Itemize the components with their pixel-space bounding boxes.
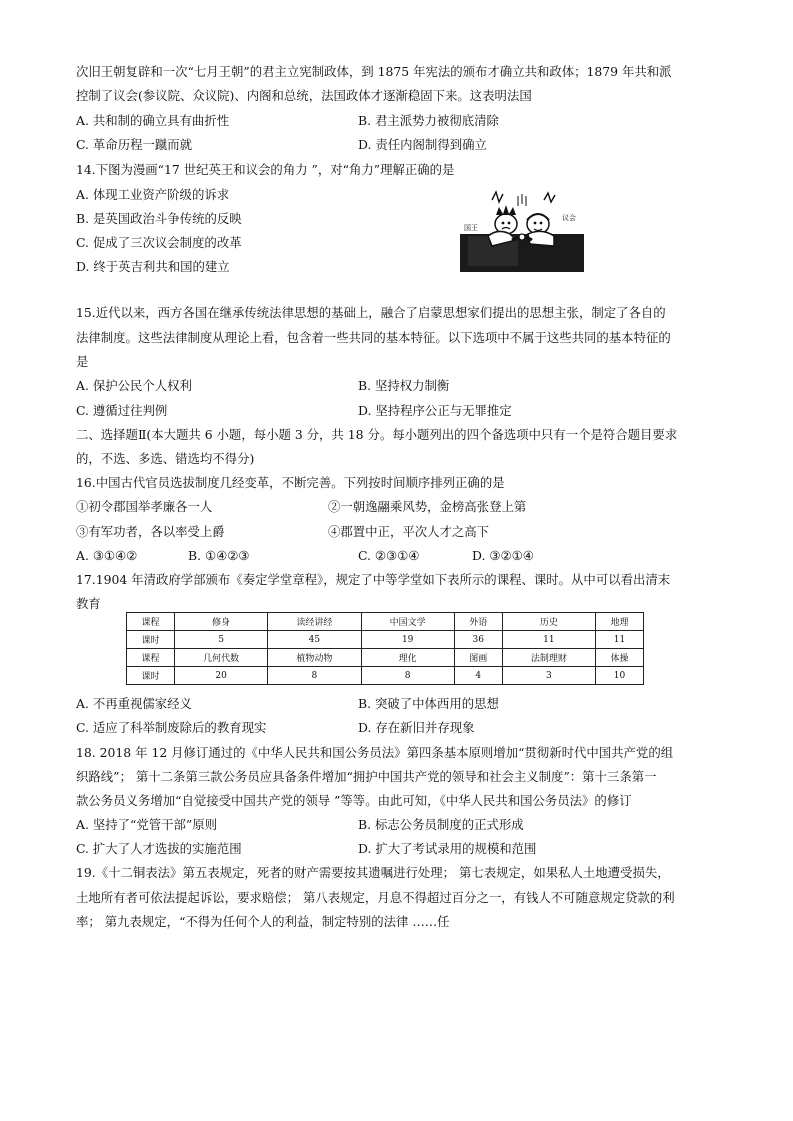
- table-cell: 课程: [127, 613, 175, 631]
- table-row: [127, 667, 644, 685]
- q18-line-1: 18. 2018 年 12 月修订通过的《中华人民共和国公务员法》第四条基本原则增加“贯彻新时代中国共产党的组: [76, 745, 674, 760]
- q14-option-a: A. 体现工业资产阶级的诉求: [76, 187, 230, 202]
- q18-option-a: A. 坚持了“党管干部”原则: [76, 817, 218, 832]
- table-cell: 修身: [174, 613, 267, 631]
- table-cell: 课程: [127, 649, 175, 667]
- table-cell: 36: [454, 631, 502, 649]
- cartoon-label-king: 国王: [464, 225, 478, 232]
- q15-option-b: B. 坚持权力制衡: [358, 378, 450, 393]
- q17-option-c: C. 适应了科举制废除后的教育现实: [76, 720, 267, 735]
- q19-line-3: 率； 第九表规定，“不得为任何个人的利益，制定特别的法律 ……任: [76, 914, 450, 929]
- q18-option-c: C. 扩大了人才选拔的实施范围: [76, 841, 242, 856]
- q17-line-1: 17.1904 年清政府学部颁布《奏定学堂章程》，规定了中等学堂如下表所示的课程、课时。从中可以看出清末: [76, 572, 671, 587]
- q14-option-c: C. 促成了三次议会制度的改革: [76, 235, 242, 250]
- table-cell: 8: [268, 667, 361, 685]
- table-cell: 课时: [127, 667, 175, 685]
- table-cell: 3: [502, 667, 595, 685]
- table-cell: 体操: [596, 649, 644, 667]
- q18-option-d: D. 扩大了考试录用的规模和范围: [358, 841, 537, 856]
- table-row: [127, 649, 644, 667]
- table-cell: 法制理财: [502, 649, 595, 667]
- q18-line-3: 款公务员义务增加“自觉接受中国共产党的领导 ”等等。由此可知，《中华人民共和国公务员法》的修订: [76, 793, 632, 808]
- table-cell: 历史: [502, 613, 595, 631]
- intro-option-d: D. 责任内阁制得到确立: [358, 137, 487, 152]
- table-cell: 理化: [361, 649, 454, 667]
- intro-option-b: B. 君主派势力被彻底清除: [358, 113, 499, 128]
- intro-line-1: 次旧王朝复辟和一次“七月王朝”的君主立宪制政体，到 1875 年宪法的颁布才确立共和政体；1879 年共和派: [76, 64, 672, 79]
- q15-option-d: D. 坚持程序公正与无罪推定: [358, 403, 512, 418]
- q16-item-2: ②一朝逸翮乘风势，金榜高张登上第: [328, 499, 527, 514]
- q17-option-a: A. 不再重视儒家经义: [76, 696, 192, 711]
- table-cell: 45: [268, 631, 361, 649]
- table-cell: 读经讲经: [268, 613, 361, 631]
- table-cell: 5: [174, 631, 267, 649]
- section2-line-1: 二、选择题Ⅱ(本大题共 6 小题，每小题 3 分，共 18 分。每小题列出的四个备选项中只有一个是符合题目要求: [76, 427, 678, 442]
- table-row: [127, 613, 644, 631]
- q18-line-2: 织路线”； 第十二条第三款公务员应具备条件增加“拥护中国共产党的领导和社会主义制度”：第十三条第一: [76, 769, 657, 784]
- q17-option-b: B. 突破了中体西用的思想: [358, 696, 499, 711]
- q19-line-1: 19.《十二铜表法》第五表规定，死者的财产需要按其遗嘱进行处理； 第七表规定，如果私人土地遭受损失，: [76, 865, 670, 880]
- table-cell: 中国文学: [361, 613, 454, 631]
- table-cell: 图画: [454, 649, 502, 667]
- table-cell: 19: [361, 631, 454, 649]
- table-cell: 8: [361, 667, 454, 685]
- q14-cartoon: [458, 190, 586, 274]
- q17-line-2: 教育: [76, 596, 101, 611]
- q16-option-a: A. ③①④②: [76, 548, 138, 563]
- q16-stem: 16.中国古代官员选拔制度几经变革，不断完善。下列按时间顺序排列正确的是: [76, 475, 505, 490]
- table-cell: 几何代数: [174, 649, 267, 667]
- q15-line-3: 是: [76, 354, 89, 369]
- q18-option-b: B. 标志公务员制度的正式形成: [358, 817, 524, 832]
- table-cell: 植物动物: [268, 649, 361, 667]
- intro-option-c: C. 革命历程一蹴而就: [76, 137, 193, 152]
- q17-option-d: D. 存在新旧并存现象: [358, 720, 475, 735]
- cartoon-label-parliament: 议会: [562, 215, 576, 222]
- q14-option-b: B. 是英国政治斗争传统的反映: [76, 211, 242, 226]
- q15-line-2: 法律制度。这些法律制度从理论上看，包含着一些共同的基本特征。以下选项中不属于这些共同的基本特征的: [76, 330, 671, 345]
- q14-stem: 14.下图为漫画“17 世纪英王和议会的角力 ”，对“角力”理解正确的是: [76, 162, 455, 177]
- table-cell: 4: [454, 667, 502, 685]
- q15-line-1: 15.近代以来，西方各国在继承传统法律思想的基础上，融合了启蒙思想家们提出的思想主张，制定了各自的: [76, 305, 666, 320]
- q16-option-b: B. ①④②③: [188, 548, 250, 563]
- q16-option-d: D. ③②①④: [472, 548, 534, 563]
- q15-option-c: C. 遵循过往判例: [76, 403, 168, 418]
- q14-option-d: D. 终于英吉利共和国的建立: [76, 259, 230, 274]
- section2-line-2: 的，不选、多选、错选均不得分): [76, 451, 255, 466]
- q19-line-2: 土地所有者可依法提起诉讼，要求赔偿； 第八表规定，月息不得超过百分之一，有钱人不可随意规定贷款的利: [76, 890, 675, 905]
- intro-option-a: A. 共和制的确立具有曲折性: [76, 113, 230, 128]
- table-cell: 课时: [127, 631, 175, 649]
- table-cell: 10: [596, 667, 644, 685]
- table-cell: 地理: [596, 613, 644, 631]
- q16-item-1: ①初令郡国举孝廉各一人: [76, 499, 213, 514]
- table-row: [127, 631, 644, 649]
- q16-option-c: C. ②③①④: [358, 548, 420, 563]
- q17-curriculum-table: [126, 612, 644, 685]
- table-cell: 11: [596, 631, 644, 649]
- table-cell: 外语: [454, 613, 502, 631]
- table-cell: 11: [502, 631, 595, 649]
- q16-item-3: ③有军功者，各以率受上爵: [76, 524, 225, 539]
- intro-line-2: 控制了议会(参议院、众议院)、内阁和总统，法国政体才逐渐稳固下来。这表明法国: [76, 88, 532, 103]
- q15-option-a: A. 保护公民个人权利: [76, 378, 192, 393]
- q16-item-4: ④郡置中正，平次人才之高下: [328, 524, 490, 539]
- table-cell: 20: [174, 667, 267, 685]
